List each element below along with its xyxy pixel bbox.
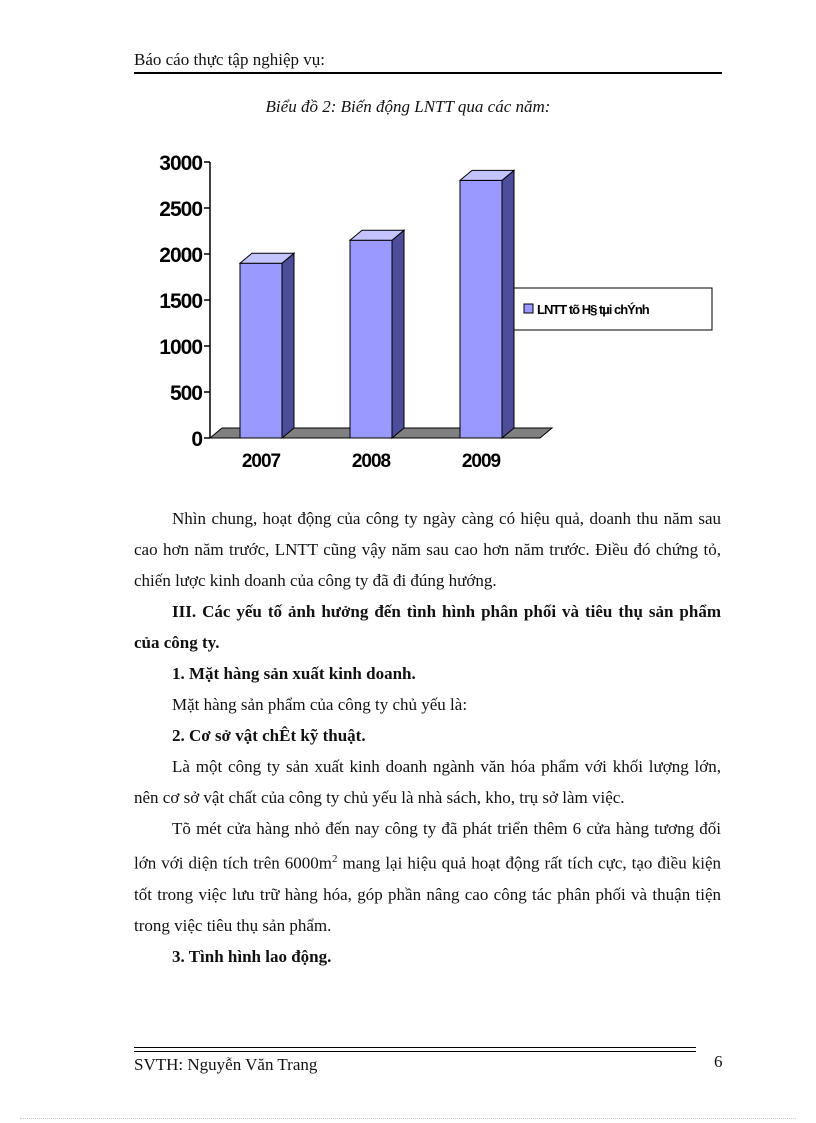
page-header: Báo cáo thực tập nghiệp vụ:	[134, 50, 325, 69]
x-tick-label: 2008	[351, 451, 391, 472]
footer-rule-double	[134, 1051, 696, 1052]
stores-text-a: Tõ mét cửa hàng nhỏ đến nay công ty đã phát triển thêm 6 cửa hàng tương đối lớn với diện tích trên 6000m	[134, 819, 721, 873]
y-tick-label: 1000	[159, 336, 202, 359]
header-rule	[134, 72, 722, 74]
bar-front-2008	[350, 240, 392, 438]
bar-side-2007	[282, 253, 294, 438]
body-text	[134, 503, 721, 972]
page-edge-dotted	[20, 1118, 796, 1119]
bar-side-2009	[502, 170, 514, 438]
legend-label: LNTT tõ H§ tµi chÝnh	[537, 302, 649, 317]
y-tick-label: 2000	[159, 244, 202, 267]
page-number: 6	[714, 1052, 723, 1071]
y-tick-label: 3000	[159, 152, 202, 175]
lntt-bar-chart	[140, 140, 730, 485]
y-tick-label: 0	[191, 428, 202, 451]
bar-side-2008	[392, 230, 404, 438]
stores-text-b: mang lại hiệu quả hoạt động rất tích cực, tạo điều kiện tốt trong việc lưu trữ hàng hóa, góp phần nâng cao công tác phân phối và thuận tiện trong việc tiêu thụ sản phẩm.	[134, 853, 721, 935]
footer-author: SVTH: Nguyễn Văn Trang	[134, 1055, 318, 1074]
paragraph-stores	[134, 813, 721, 941]
chart-caption: Biểu đồ 2: Biến động LNTT qua các năm:	[265, 97, 551, 116]
footer-rule	[134, 1047, 696, 1048]
x-tick-label: 2007	[241, 451, 281, 472]
paragraph-summary: Nhìn chung, hoạt động của công ty ngày càng có hiệu quả, doanh thu năm sau cao hơn năm trước, LNTT cũng vậy năm sau cao hơn năm trước. Điều đó chứng tỏ, chiến lược kinh doanh của công ty đã đi đúng hướng.	[134, 509, 721, 590]
x-tick-label: 2009	[461, 451, 501, 472]
subheading-3: 3. Tình hình lao động.	[172, 946, 332, 966]
bar-front-2007	[240, 263, 282, 438]
superscript-2: 2	[332, 853, 338, 865]
section-heading-iii: III. Các yếu tố ảnh hưởng đến tình hình phân phối và tiêu thụ sản phẩm của công ty.	[134, 602, 721, 652]
y-tick-label: 2500	[159, 198, 202, 221]
legend-swatch	[524, 304, 533, 313]
y-tick-label: 1500	[159, 290, 202, 313]
paragraph-facilities: Là một công ty sản xuất kinh doanh ngành văn hóa phẩm với khối lượng lớn, nên cơ sở vật chất của công ty chủ yếu là nhà sách, kho, trụ sở làm việc.	[134, 757, 721, 807]
subheading-1: 1. Mặt hàng sản xuất kinh doanh.	[172, 664, 416, 683]
subheading-2: 2. Cơ sở vật chÊt kỹ thuật.	[172, 726, 366, 745]
y-tick-label: 500	[169, 382, 202, 405]
bar-front-2009	[460, 180, 502, 438]
paragraph-products: Mặt hàng sản phẩm của công ty chủ yếu là:	[172, 695, 468, 714]
